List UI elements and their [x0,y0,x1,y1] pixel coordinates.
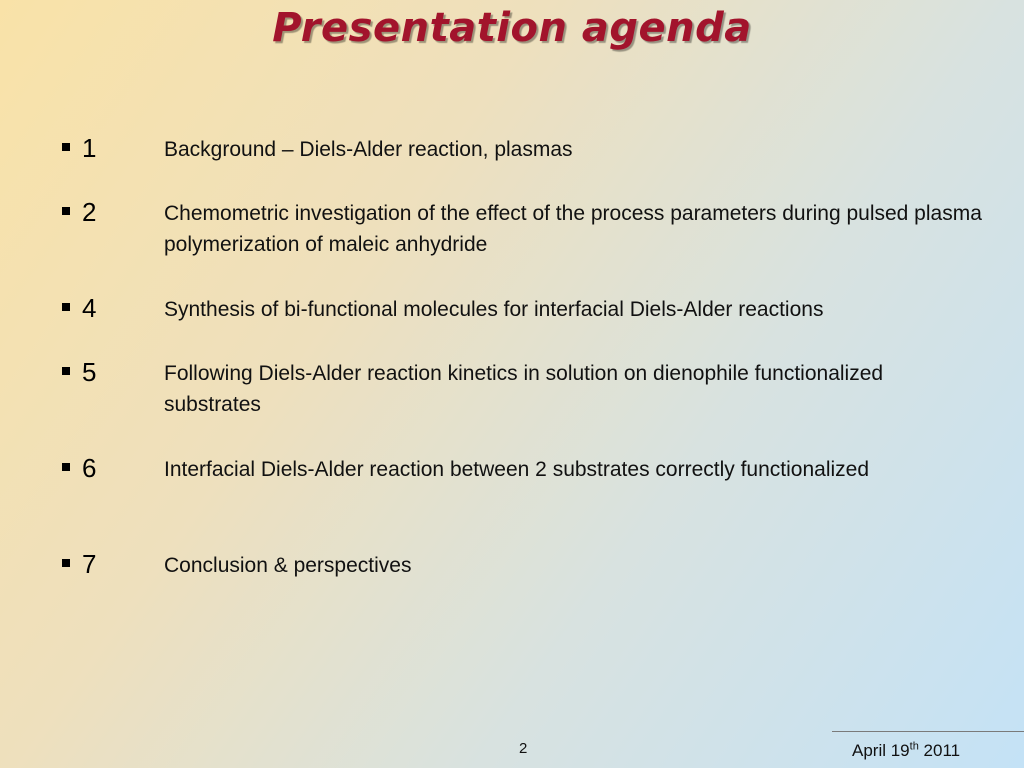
agenda-item-number: 7 [82,549,97,579]
agenda-item [62,452,982,548]
agenda-item-text: Chemometric investigation of the effect of the process parameters during pulsed plasma polymerization of maleic anhydride [164,202,982,256]
page-number: 2 [519,740,528,757]
footer-date [852,740,960,762]
agenda-item-number: 5 [82,357,97,387]
agenda-item-number: 2 [82,197,97,227]
slide-title: Presentation agenda [272,5,752,51]
agenda-item-number: 4 [82,293,97,323]
agenda-item-text: Following Diels-Alder reaction kinetics in solution on dienophile functionalized substrates [164,362,884,416]
agenda-item [62,196,982,292]
agenda-item-text: Background – Diels-Alder reaction, plasmas [164,138,573,161]
agenda-item [62,356,982,452]
square-bullet-icon [62,367,70,375]
agenda-item-text: Synthesis of bi-functional molecules for interfacial Diels-Alder reactions [164,298,824,321]
footer-date-superscript: th [909,740,919,753]
square-bullet-icon [62,143,70,151]
agenda-list [62,132,982,612]
footer-divider [832,731,1024,732]
agenda-item-number: 6 [82,453,97,483]
agenda-item-text: Conclusion & perspectives [164,554,412,577]
square-bullet-icon [62,463,70,471]
agenda-item-text: Interfacial Diels-Alder reaction between 2 substrates correctly functionalized [164,458,870,481]
square-bullet-icon [62,303,70,311]
footer-date-prefix: April 19 [852,741,910,760]
agenda-item [62,548,982,612]
agenda-item [62,132,982,196]
square-bullet-icon [62,559,70,567]
agenda-item [62,292,982,356]
agenda-item-number: 1 [82,133,97,163]
footer-date-suffix: 2011 [918,741,961,760]
square-bullet-icon [62,207,70,215]
